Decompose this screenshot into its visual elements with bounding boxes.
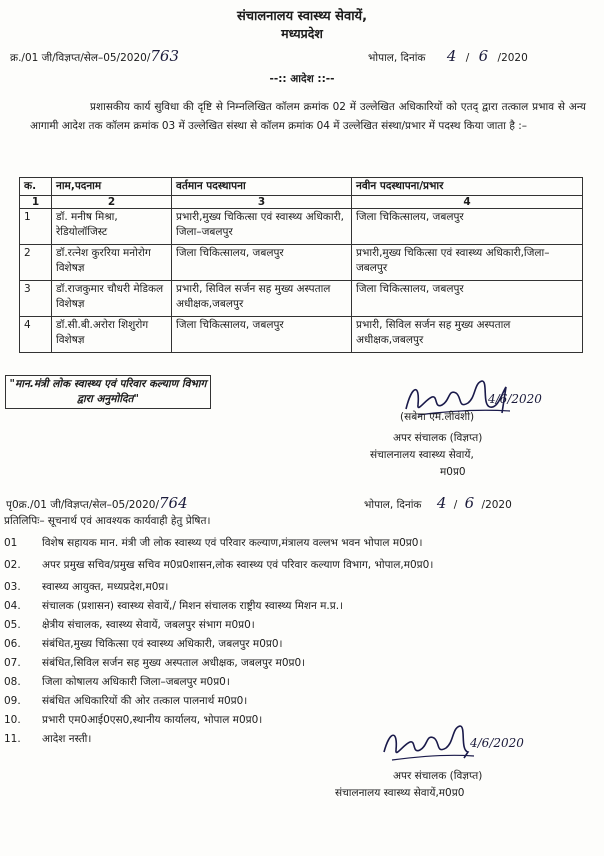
copy-date-month: 6 bbox=[464, 494, 475, 512]
signatory-office: संचालनालय स्वास्थ्य सेवायें, bbox=[370, 449, 474, 461]
list-item-number: 02. bbox=[4, 559, 21, 571]
copy-ref-prefix: पृ0क्र./01 जी/विज्ञप्त/सेल–05/2020/ bbox=[6, 499, 159, 511]
list-item-number: 07. bbox=[4, 657, 21, 669]
list-item-number: 04. bbox=[4, 600, 21, 612]
office-state: मध्यप्रदेश bbox=[281, 26, 323, 41]
table-row bbox=[20, 281, 583, 317]
row-new: जिला चिकित्सालय, जबलपुर bbox=[352, 281, 583, 317]
list-item-text: संबंधित अधिकारियों की ओर तत्काल पालनार्थ म0प्र0। bbox=[42, 695, 248, 707]
copy-date-day: 4 bbox=[436, 494, 447, 512]
row-current: प्रभारी,मुख्य चिकित्सा एवं स्वास्थ्य अधिकारी, जिला–जबलपुर bbox=[172, 209, 352, 245]
list-item-text: संबंधित,मुख्य चिकित्सा एवं स्वास्थ्य अधिकारी, जबलपुर म0प्र0। bbox=[42, 638, 283, 650]
row-sno: 2 bbox=[20, 245, 52, 281]
row-sno: 3 bbox=[20, 281, 52, 317]
list-item-number: 01 bbox=[4, 537, 18, 549]
signatory-office: संचालनालय स्वास्थ्य सेवायें,म0प्र0 bbox=[335, 787, 465, 799]
copy-date-year: 2020 bbox=[485, 499, 512, 511]
header-new: नवीन पदस्थापना/प्रभार bbox=[352, 178, 583, 196]
list-item-number: 06. bbox=[4, 638, 21, 650]
order-title: --:: आदेश ::-- bbox=[269, 73, 335, 85]
list-item bbox=[4, 579, 594, 595]
row-name: डॉ.सी.बी.अरोरा शिशुरोग विशेषज्ञ bbox=[52, 317, 172, 353]
copy-date: भोपाल, दिनांक 4 / 6 /2020 bbox=[364, 494, 512, 512]
signatory-name: (सबेना एम.लीवंशी) bbox=[400, 411, 475, 423]
row-new: जिला चिकित्सालय, जबलपुर bbox=[352, 209, 583, 245]
list-item bbox=[4, 636, 594, 652]
office-title: संचालनालय स्वास्थ्य सेवायें, bbox=[236, 9, 368, 24]
copy-date-label: भोपाल, दिनांक bbox=[364, 499, 422, 511]
list-item-text: स्वास्थ्य आयुक्त, मध्यप्रदेश,म0प्र। bbox=[42, 581, 169, 593]
list-item-text: विशेष सहायक मान. मंत्री जी लोक स्वास्थ्य एवं परिवार कल्याण,मंत्रालय वल्लभ भवन भोपाल म0प्र0। bbox=[42, 537, 423, 549]
list-item-number: 11. bbox=[4, 733, 21, 745]
table-row bbox=[20, 245, 583, 281]
list-item-text: जिला कोषालय अधिकारी जिला–जबलपुर म0प्र0। bbox=[42, 676, 230, 688]
list-item-text: संबंधित,सिविल सर्जन सह मुख्य अस्पताल अधीक्षक, जबलपुर म0प्र0। bbox=[42, 657, 306, 669]
list-item bbox=[4, 557, 594, 573]
row-sno: 4 bbox=[20, 317, 52, 353]
list-item-text: प्रभारी एम0आई0एस0,स्थानीय कार्यालय, भोपाल म0प्र0। bbox=[42, 714, 263, 726]
signatory-designation: अपर संचालक (विज्ञप्त) bbox=[393, 432, 483, 444]
list-item-text: आदेश नस्ती। bbox=[42, 733, 92, 745]
list-item-number: 05. bbox=[4, 619, 21, 631]
list-item bbox=[4, 598, 594, 614]
row-name: डॉ.रत्नेश कुररिया मनोरोग विशेषज्ञ bbox=[52, 245, 172, 281]
posting-table bbox=[19, 177, 583, 353]
table-header-row bbox=[20, 178, 583, 196]
row-current: जिला चिकित्सालय, जबलपुर bbox=[172, 317, 352, 353]
signatory-state: म0प्र0 bbox=[440, 466, 466, 478]
list-item bbox=[4, 535, 594, 551]
list-item bbox=[4, 693, 594, 709]
col-number: 1 bbox=[20, 196, 52, 209]
copy-ref-number: 764 bbox=[159, 494, 188, 512]
row-current: जिला चिकित्सालय, जबलपुर bbox=[172, 245, 352, 281]
col-number: 4 bbox=[352, 196, 583, 209]
order-ref-prefix: क्र./01 जी/विज्ञप्त/सेल–05/2020/ bbox=[10, 52, 151, 64]
list-item bbox=[4, 674, 594, 690]
row-sno: 1 bbox=[20, 209, 52, 245]
order-paragraph: प्रशासकीय कार्य सुविधा की दृष्टि से निम्नलिखित कॉलम क्रमांक 02 में उल्लेखित अधिकारियों को एतद् द्वारा तत्काल प्रभाव से अन्य आगामी आदेश तक कॉलम क्रमांक 03 में उल्लेखित संस्था से कॉलम क्रमांक 04 में उल्लेखित संस्था/प्रभार में पदस्थ किया जाता है :– bbox=[30, 101, 586, 132]
list-item-number: 09. bbox=[4, 695, 21, 707]
table-row bbox=[20, 209, 583, 245]
col-number: 2 bbox=[52, 196, 172, 209]
signature-date: 4/6/2020 bbox=[488, 392, 542, 406]
header-sno: क. bbox=[20, 178, 52, 196]
order-date-year: 2020 bbox=[501, 52, 528, 64]
list-item-text: संचालक (प्रशासन) स्वास्थ्य सेवायें,/ मिशन संचालक राष्ट्रीय स्वास्थ्य मिशन म.प्र.। bbox=[42, 600, 344, 612]
order-reference bbox=[10, 47, 179, 65]
list-item bbox=[4, 655, 594, 671]
list-item-number: 08. bbox=[4, 676, 21, 688]
list-item-number: 10. bbox=[4, 714, 21, 726]
signatory-designation: अपर संचालक (विज्ञप्त) bbox=[393, 770, 483, 782]
table-column-number-row bbox=[20, 196, 583, 209]
row-name: डॉ.राजकुमार चौधरी मेडिकल विशेषज्ञ bbox=[52, 281, 172, 317]
row-new: प्रभारी,मुख्य चिकित्सा एवं स्वास्थ्य अधिकारी,जिला–जबलपुर bbox=[352, 245, 583, 281]
signature-date: 4/6/2020 bbox=[470, 736, 524, 750]
copy-to-line: प्रतिलिपिः– सूचनार्थ एवं आवश्यक कार्यवाही हेतु प्रेषित। bbox=[4, 515, 211, 527]
list-item-text: अपर प्रमुख सचिव/प्रमुख सचिव म0प्र0शासन,लोक स्वास्थ्य एवं परिवार कल्याण विभाग, भोपाल,म0प्र0। bbox=[42, 559, 434, 571]
order-date: भोपाल, दिनांक 4 / 6 /2020 bbox=[368, 47, 528, 65]
header-current: वर्तमान पदस्थापना bbox=[172, 178, 352, 196]
row-name: डॉ. मनीष मिश्रा, रेडियोलॉजिस्ट bbox=[52, 209, 172, 245]
list-item-text: क्षेत्रीय संचालक, स्वास्थ्य सेवायें, जबलपुर संभाग म0प्र0। bbox=[42, 619, 255, 631]
order-ref-number: 763 bbox=[150, 47, 179, 65]
list-item bbox=[4, 617, 594, 633]
order-date-label: भोपाल, दिनांक bbox=[368, 52, 426, 64]
copy-reference bbox=[6, 494, 188, 512]
row-new: प्रभारी, सिविल सर्जन सह मुख्य अस्पताल अधीक्षक,जबलपुर bbox=[352, 317, 583, 353]
table-row bbox=[20, 317, 583, 353]
list-item-number: 03. bbox=[4, 581, 21, 593]
row-current: प्रभारी, सिविल सर्जन सह मुख्य अस्पताल अधीक्षक,जबलपुर bbox=[172, 281, 352, 317]
approval-note: "मान.मंत्री लोक स्वास्थ्य एवं परिवार कल्याण विभाग द्वारा अनुमोदित" bbox=[5, 375, 211, 409]
distribution-list bbox=[4, 535, 594, 750]
order-date-month: 6 bbox=[478, 47, 489, 65]
header-name: नाम,पदनाम bbox=[52, 178, 172, 196]
order-date-day: 4 bbox=[446, 47, 457, 65]
col-number: 3 bbox=[172, 196, 352, 209]
